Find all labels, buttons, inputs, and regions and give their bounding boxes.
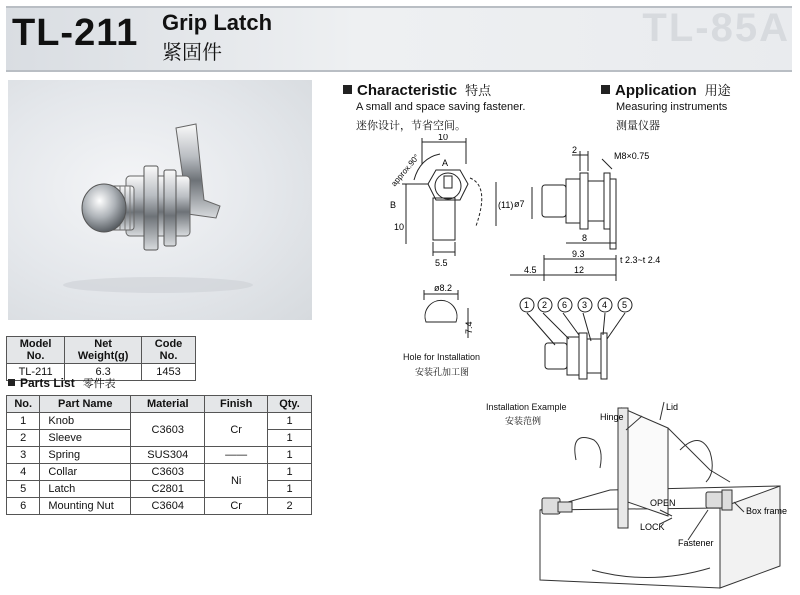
product-photo bbox=[8, 80, 312, 320]
application-title-en: Application bbox=[615, 82, 697, 99]
cell-code-no: 1453 bbox=[142, 364, 196, 381]
model-title: TL-211 bbox=[12, 12, 139, 54]
callout-2: 2 bbox=[542, 300, 548, 310]
square-bullet-icon bbox=[601, 85, 610, 94]
callout-6: 6 bbox=[562, 300, 568, 310]
product-name-en: Grip Latch bbox=[162, 10, 273, 35]
cell-qty: 1 bbox=[268, 464, 312, 481]
cell-part-name: Mounting Nut bbox=[40, 498, 131, 515]
front-view-drawing bbox=[378, 134, 518, 274]
header-watermark: TL-85A bbox=[642, 6, 790, 50]
square-bullet-icon bbox=[8, 379, 15, 386]
header-no: No. bbox=[7, 396, 40, 413]
table-row bbox=[7, 413, 312, 430]
cell-no: 2 bbox=[7, 430, 40, 447]
characteristic-desc-en: A small and space saving fastener. bbox=[356, 101, 526, 113]
parts-table bbox=[6, 395, 312, 515]
cell-material: C3603 bbox=[131, 413, 205, 447]
installation-title-cn: 安装范例 bbox=[505, 416, 542, 426]
hole-drawing bbox=[410, 282, 480, 344]
cell-model-no: TL-211 bbox=[7, 364, 65, 381]
cell-finish: —— bbox=[205, 447, 268, 464]
cell-qty: 1 bbox=[268, 481, 312, 498]
table-row bbox=[7, 447, 312, 464]
header-qty: Qty. bbox=[268, 396, 312, 413]
header-model-no: Model No. bbox=[7, 337, 65, 364]
dim-angle: approx.90° bbox=[389, 152, 422, 189]
application-desc-cn: 测量仪器 bbox=[616, 120, 660, 132]
callout-5: 5 bbox=[622, 300, 628, 310]
dim-total-length: 12 bbox=[574, 265, 585, 275]
installation-drawing bbox=[530, 390, 795, 590]
cell-part-name: Latch bbox=[40, 481, 131, 498]
header-material: Material bbox=[131, 396, 205, 413]
characteristic-title-cn: 特点 bbox=[465, 83, 492, 98]
cell-finish: Cr bbox=[205, 413, 268, 447]
dim-hole-flat: 7.4 bbox=[464, 321, 474, 334]
cell-material: C3603 bbox=[131, 464, 205, 481]
cell-part-name: Spring bbox=[40, 447, 131, 464]
header-part-name: Part Name bbox=[40, 396, 131, 413]
cell-qty: 1 bbox=[268, 430, 312, 447]
parts-list-title-en: Parts List bbox=[20, 376, 75, 390]
cell-finish: Ni bbox=[205, 464, 268, 498]
table-row bbox=[7, 464, 312, 481]
dim-latch-width: 5.5 bbox=[435, 258, 448, 268]
cell-no: 6 bbox=[7, 498, 40, 515]
dim-thread: M8×0.75 bbox=[614, 151, 650, 161]
cell-qty: 2 bbox=[268, 498, 312, 515]
dim-front-width: 10 bbox=[438, 134, 449, 142]
square-bullet-icon bbox=[343, 85, 352, 94]
cell-material: C2801 bbox=[131, 481, 205, 498]
dim-label-b: B bbox=[390, 200, 397, 210]
cell-no: 5 bbox=[7, 481, 40, 498]
callout-3: 3 bbox=[582, 300, 588, 310]
parts-list-title bbox=[8, 375, 116, 391]
label-fastener: Fastener bbox=[678, 538, 714, 548]
application-desc-en: Measuring instruments bbox=[616, 101, 728, 113]
parts-list-title-cn: 零件表 bbox=[82, 378, 116, 390]
label-box-frame: Box frame bbox=[746, 506, 788, 516]
cell-part-name: Knob bbox=[40, 413, 131, 430]
characteristic-title bbox=[343, 80, 491, 99]
cell-qty: 1 bbox=[268, 447, 312, 464]
dim-hole-dia: ø8.2 bbox=[434, 283, 453, 293]
cell-material: C3604 bbox=[131, 498, 205, 515]
cell-material: SUS304 bbox=[131, 447, 205, 464]
label-open: OPEN bbox=[650, 498, 676, 508]
label-lock: LOCK bbox=[640, 522, 665, 532]
label-lid: Lid bbox=[666, 402, 679, 412]
callout-1: 1 bbox=[524, 300, 530, 310]
dim-body-length: 8 bbox=[582, 233, 588, 243]
installation-title-en: Installation Example bbox=[486, 402, 567, 412]
header-net-weight: Net Weight(g) bbox=[65, 337, 142, 364]
cell-part-name: Sleeve bbox=[40, 430, 131, 447]
characteristic-title-en: Characteristic bbox=[357, 82, 458, 99]
dim-label-a: A bbox=[442, 158, 449, 168]
assembly-callout-drawing bbox=[515, 295, 645, 385]
dim-panel-thickness: t 2.3~t 2.4 bbox=[620, 255, 661, 265]
cell-no: 3 bbox=[7, 447, 40, 464]
dim-swing: (11) bbox=[498, 200, 514, 210]
dim-front-height: 10 bbox=[394, 222, 405, 232]
characteristic-desc-cn: 迷你设计，节省空间。 bbox=[356, 120, 466, 132]
application-title-cn: 用途 bbox=[704, 83, 731, 98]
label-hinge: Hinge bbox=[600, 412, 624, 422]
cell-qty: 1 bbox=[268, 413, 312, 430]
dim-nut-thickness: 2 bbox=[572, 145, 578, 155]
hole-label-en: Hole for Installation bbox=[403, 352, 481, 362]
header-code-no: Code No. bbox=[142, 337, 196, 364]
table-row bbox=[7, 498, 312, 515]
dim-knob-length: 4.5 bbox=[524, 265, 537, 275]
application-title bbox=[601, 80, 731, 99]
cell-finish: Cr bbox=[205, 498, 268, 515]
cell-no: 4 bbox=[7, 464, 40, 481]
side-view-drawing bbox=[510, 145, 710, 295]
cell-part-name: Collar bbox=[40, 464, 131, 481]
dim-overall-length: 9.3 bbox=[572, 249, 585, 259]
header-finish: Finish bbox=[205, 396, 268, 413]
hole-label-cn: 安装孔加工图 bbox=[415, 367, 470, 377]
callout-4: 4 bbox=[602, 300, 608, 310]
cell-net-weight: 6.3 bbox=[65, 364, 142, 381]
dim-knob-dia: ø7 bbox=[514, 199, 525, 209]
product-name-cn: 紧固件 bbox=[162, 42, 222, 64]
cell-no: 1 bbox=[7, 413, 40, 430]
